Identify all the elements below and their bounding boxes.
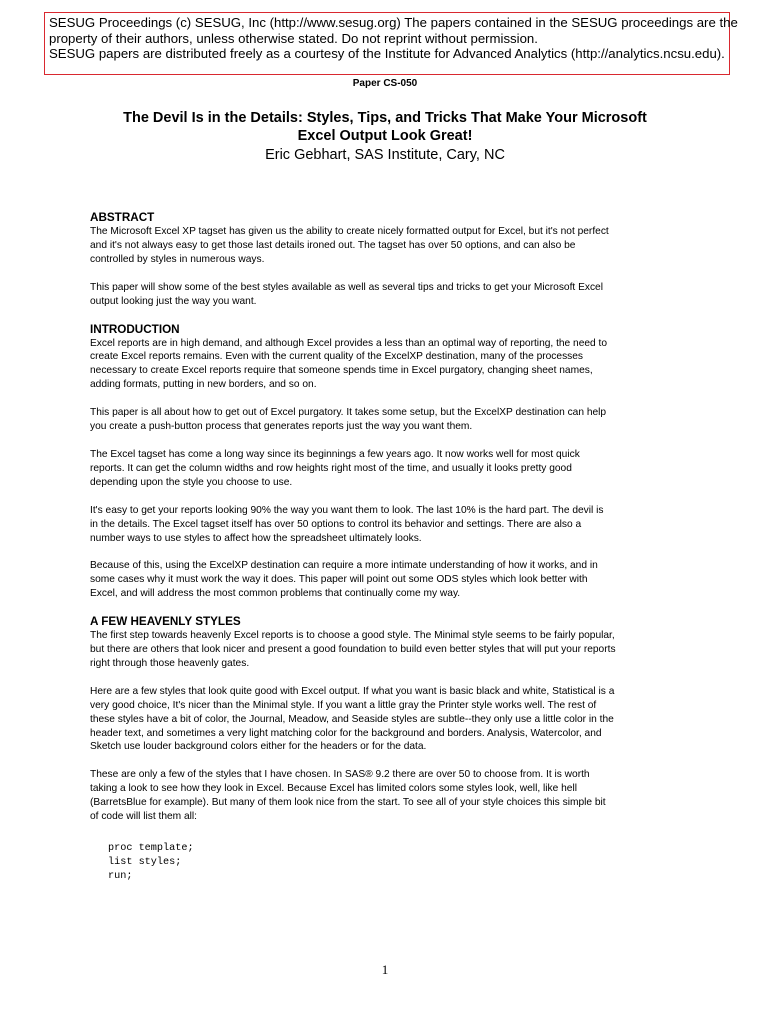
- text-line: depending upon the style you choose to use.: [90, 476, 293, 488]
- paragraph: [90, 448, 680, 490]
- text-line: very good choice, It's nicer than the Minimal style. If you want a little gray the Printer style works well. The rest of: [90, 699, 597, 711]
- code-line: run;: [108, 871, 133, 883]
- text-line: these styles have a bit of color, the Journal, Meadow, and Seaside styles are subtle--they only use a little color in the: [90, 713, 614, 725]
- text-line: taking a look to see how they look in Excel. Because Excel has limited colors some styles look, well, like hell: [90, 783, 577, 795]
- section-heading-abstract: ABSTRACT: [90, 211, 155, 224]
- code-line: proc template;: [108, 843, 194, 854]
- text-line: some cases why it must work the way it does. This paper will point out some ODS styles which look better with: [90, 574, 588, 586]
- section-heading-heavenly-styles: A FEW HEAVENLY STYLES: [90, 615, 241, 629]
- text-line: number ways to use styles to affect how the spreadsheet ultimately looks.: [90, 532, 422, 544]
- text-line: create Excel reports remains. Even with the current quality of the ExcelXP destination, many of the processes: [90, 351, 584, 363]
- paragraph: [90, 337, 680, 393]
- page-number: 1: [381, 962, 389, 977]
- text-line: controlled by styles in numerous ways.: [90, 253, 265, 265]
- code-block: [108, 842, 680, 885]
- text-line: Here are a few styles that look quite good with Excel output. If what you want is basic black and white, Statistical is a: [90, 685, 615, 697]
- text-line: and it's not always easy to get those last details ironed out. The tagset has over 50 options, and can also be: [90, 239, 576, 251]
- paragraph: [90, 559, 680, 601]
- text-line: but there are others that look nicer and present a good foundation to build even better styles that will put your reports: [90, 644, 616, 656]
- title-line: Excel Output Look Great!: [297, 128, 473, 144]
- text-line: This paper is all about how to get out of Excel purgatory. It takes some setup, but the ExcelXP destination can help: [90, 407, 607, 419]
- section-heading-introduction: INTRODUCTION: [90, 322, 180, 336]
- author-line: Eric Gebhart, SAS Institute, Cary, NC: [265, 147, 505, 163]
- text-line: Sketch use louder background colors either for the headers or for the data.: [90, 741, 427, 753]
- paragraph: [90, 685, 680, 755]
- paper-number: Paper CS-050: [352, 78, 418, 89]
- notice-line: property of their authors, unless otherwise stated. Do not reprint without permission.: [49, 30, 538, 46]
- code-line: list styles;: [108, 857, 182, 869]
- paragraph: [90, 629, 680, 671]
- notice-line: SESUG papers are distributed freely as a courtesy of the Institute for Advanced Analytics (http://analytics.ncsu.edu).: [49, 46, 725, 62]
- paragraph: [90, 225, 680, 267]
- text-line: output looking just the way you want.: [90, 295, 257, 307]
- text-line: It's easy to get your reports looking 90% the way you want them to look. The last 10% is the hard part. The devil is: [90, 504, 604, 516]
- text-line: of code will list them all:: [90, 811, 198, 823]
- paragraph: [90, 406, 680, 434]
- copyright-notice-box: [44, 12, 738, 75]
- title-line: The Devil Is in the Details: Styles, Tips, and Tricks That Make Your Microsoft: [123, 110, 647, 126]
- text-line: header text, and sometimes a very light matching color for the background and borders. Analysis, Watercolor, and: [90, 727, 602, 739]
- text-line: Excel reports are in high demand, and although Excel provides a less than an optimal way of reporting, the need to: [90, 337, 608, 349]
- paragraph: [90, 281, 680, 309]
- paper-title: [60, 109, 710, 145]
- text-line: These are only a few of the styles that I have chosen. In SAS® 9.2 there are over 50 to choose from. It is worth: [90, 769, 590, 781]
- text-line: This paper will show some of the best styles available as well as several tips and tricks to get your Microsoft Excel: [90, 281, 603, 293]
- text-line: you create a push-button process that generates reports just the way you want them.: [90, 421, 473, 433]
- text-line: The first step towards heavenly Excel reports is to choose a good style. The Minimal style seems to be fairly popular,: [90, 630, 615, 642]
- text-line: reports. It can get the column widths and row heights right most of the time, and usually it looks pretty good: [90, 462, 572, 474]
- paragraph: [90, 768, 680, 824]
- text-line: adding formats, putting in new borders, and so on.: [90, 379, 317, 391]
- text-line: necessary to create Excel reports require that someone spends time in Excel purgatory, changing sheet names,: [90, 365, 593, 377]
- paper-body: [90, 211, 680, 885]
- paragraph: [90, 504, 680, 546]
- text-line: Excel, and will address the most common problems that continually come my way.: [90, 588, 461, 600]
- notice-line: SESUG Proceedings (c) SESUG, Inc (http://www.sesug.org) The papers contained in the SESUG proceedings are the: [49, 15, 738, 30]
- text-line: Because of this, using the ExcelXP destination can require a more intimate understanding of how it works, and in: [90, 560, 598, 572]
- text-line: (BarretsBlue for example). But many of them look nice from the start. To see all of your style choices this simple bit: [90, 797, 606, 809]
- text-line: right through those heavenly gates.: [90, 657, 250, 669]
- text-line: The Microsoft Excel XP tagset has given us the ability to create nicely formatted output for Excel, but it's not perfect: [90, 226, 609, 237]
- text-line: The Excel tagset has come a long way since its beginnings a few years ago. It now works well for most quick: [90, 448, 580, 460]
- text-line: in the details. The Excel tagset itself has over 50 options to control its behavior and settings. There are also a: [90, 518, 582, 530]
